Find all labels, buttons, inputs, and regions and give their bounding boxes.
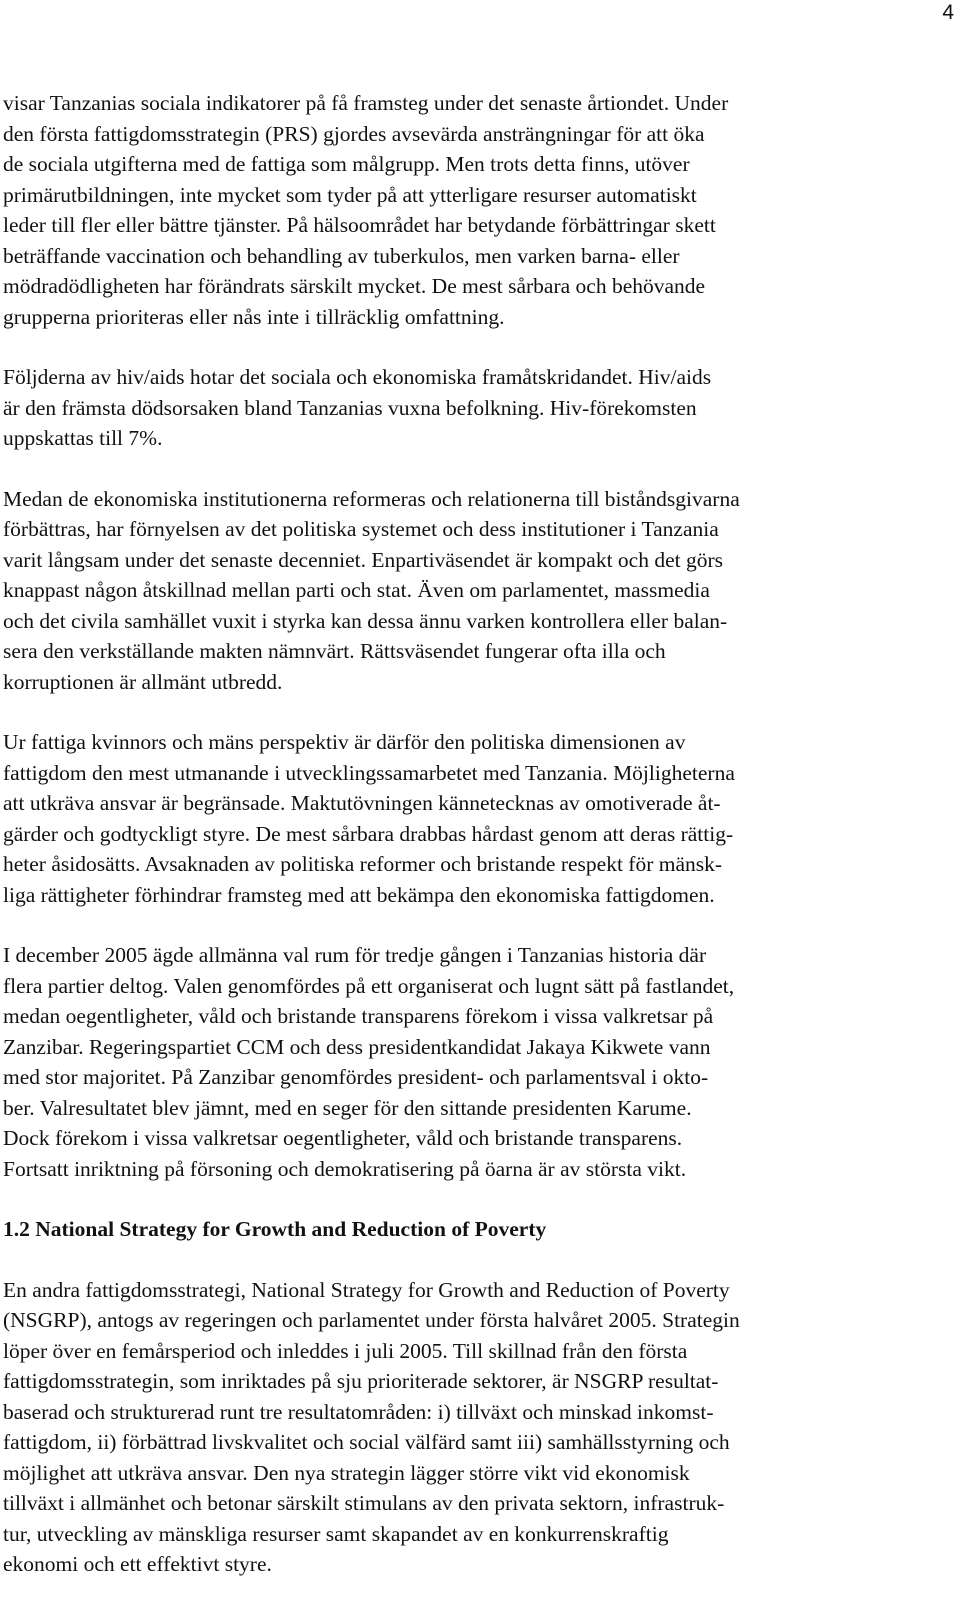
text-line: tur, utveckling av mänskliga resurser samt skapandet av en konkurrenskraftig (3, 1521, 669, 1546)
text-line: medan oegentligheter, våld och bristande transparens förekom i vissa valkretsar på (3, 1004, 714, 1028)
text-line: Dock förekom i vissa valkretsar oegentligheter, våld och bristande transparens. (3, 1126, 683, 1150)
text-line: tillväxt i allmänhet och betonar särskilt stimulans av den privata sektorn, infrastruk- (3, 1491, 725, 1515)
paragraph-political-dimension (3, 727, 943, 910)
text-line: knappast någon åtskillnad mellan parti och stat. Även om parlamentet, massmedia (3, 578, 710, 602)
text-line: beträffande vaccination och behandling av tuberkulos, men varken barna- eller (3, 243, 680, 268)
text-line: de sociala utgifterna med de fattiga som målgrupp. Men trots detta finns, utöver (3, 152, 690, 176)
paragraph-hiv-aids (3, 362, 943, 454)
text-line: är den främsta dödsorsaken bland Tanzanias vuxna befolkning. Hiv-förekomsten (3, 395, 697, 420)
text-line: I december 2005 ägde allmänna val rum för tredje gången i Tanzanias historia där (3, 943, 707, 967)
text-line: Följderna av hiv/aids hotar det sociala och ekonomiska framåtskridandet. Hiv/aids (3, 365, 712, 389)
page-number: 4 (942, 1, 954, 24)
paragraph-social-indicators (3, 88, 943, 332)
text-line: att utkräva ansvar är begränsade. Maktutövningen kännetecknas av omotiverade åt- (3, 791, 721, 815)
text-line: Ur fattiga kvinnors och mäns perspektiv är därför den politiska dimensionen av (3, 730, 686, 754)
text-line: fattigdom den mest utmanande i utvecklingssamarbetet med Tanzania. Möjligheterna (3, 760, 735, 785)
text-line: heter åsidosätts. Avsaknaden av politiska reformer och bristande respekt för mänsk- (3, 852, 723, 876)
paragraph-elections (3, 940, 943, 1184)
text-line: förbättras, har förnyelsen av det politiska systemet och dess institutioner i Tanzania (3, 517, 719, 541)
text-line: primärutbildningen, inte mycket som tyder på att ytterligare resurser automatiskt (3, 182, 697, 207)
text-line: sera den verkställande makten nämnvärt. Rättsväsendet fungerar ofta illa och (3, 639, 666, 663)
text-line: grupperna prioriteras eller nås inte i tillräcklig omfattning. (3, 304, 505, 329)
text-line: Fortsatt inriktning på försoning och demokratisering på öarna är av största vikt. (3, 1156, 687, 1181)
text-line: fattigdomsstrategin, som inriktades på sju prioriterade sektorer, är NSGRP resultat- (3, 1369, 719, 1393)
text-line: möjlighet att utkräva ansvar. Den nya strategin lägger större vikt vid ekonomisk (3, 1460, 690, 1485)
text-line: Zanzibar. Regeringspartiet CCM och dess presidentkandidat Jakaya Kikwete vann (3, 1034, 711, 1059)
text-line: (NSGRP), antogs av regeringen och parlamentet under första halvåret 2005. Strategin (3, 1308, 740, 1332)
text-line: med stor majoritet. På Zanzibar genomfördes president- och parlamentsval i okto- (3, 1065, 709, 1089)
text-line: liga rättigheter förhindrar framsteg med att bekämpa den ekonomiska fattigdomen. (3, 882, 715, 907)
text-line: ekonomi och ett effektivt styre. (3, 1552, 272, 1576)
text-line: gärder och godtyckligt styre. De mest sårbara drabbas hårdast genom att deras rättig- (3, 821, 734, 846)
text-line: flera partier deltog. Valen genomfördes på ett organiserat och lugnt sätt på fastlandet, (3, 973, 735, 998)
text-line: visar Tanzanias sociala indikatorer på få framsteg under det senaste årtiondet. Under (3, 91, 729, 115)
text-line: löper över en femårsperiod och inleddes i juli 2005. Till skillnad från den första (3, 1338, 688, 1363)
text-line: leder till fler eller bättre tjänster. På hälsoområdet har betydande förbättringar skett (3, 213, 716, 237)
text-line: En andra fattigdomsstrategi, National Strategy for Growth and Reduction of Poverty (3, 1277, 730, 1302)
text-line: Medan de ekonomiska institutionerna reformeras och relationerna till biståndsgivarna (3, 486, 740, 511)
text-line: och det civila samhället vuxit i styrka kan dessa ännu varken kontrollera eller balan- (3, 608, 728, 633)
document-body (3, 88, 943, 1610)
text-line: uppskattas till 7%. (3, 426, 163, 450)
text-line: fattigdom, ii) förbättrad livskvalitet och social välfärd samt iii) samhällsstyrning och (3, 1430, 730, 1454)
paragraph-political-system (3, 484, 943, 698)
section-heading: 1.2 National Strategy for Growth and Reduction of Poverty (3, 1217, 547, 1241)
text-line: varit långsam under det senaste decenniet. Enpartiväsendet är kompakt och det görs (3, 547, 723, 572)
text-line: baserad och strukturerad runt tre resultatområden: i) tillväxt och minskad inkomst- (3, 1399, 714, 1424)
text-line: korruptionen är allmänt utbredd. (3, 669, 283, 694)
paragraph-nsgrp (3, 1275, 943, 1580)
text-line: den första fattigdomsstrategin (PRS) gjordes avsevärda ansträngningar för att öka (3, 121, 705, 146)
text-line: mödradödligheten har förändrats särskilt mycket. De mest sårbara och behövande (3, 274, 706, 298)
text-line: ber. Valresultatet blev jämnt, med en seger för den sittande presidenten Karume. (3, 1095, 692, 1120)
